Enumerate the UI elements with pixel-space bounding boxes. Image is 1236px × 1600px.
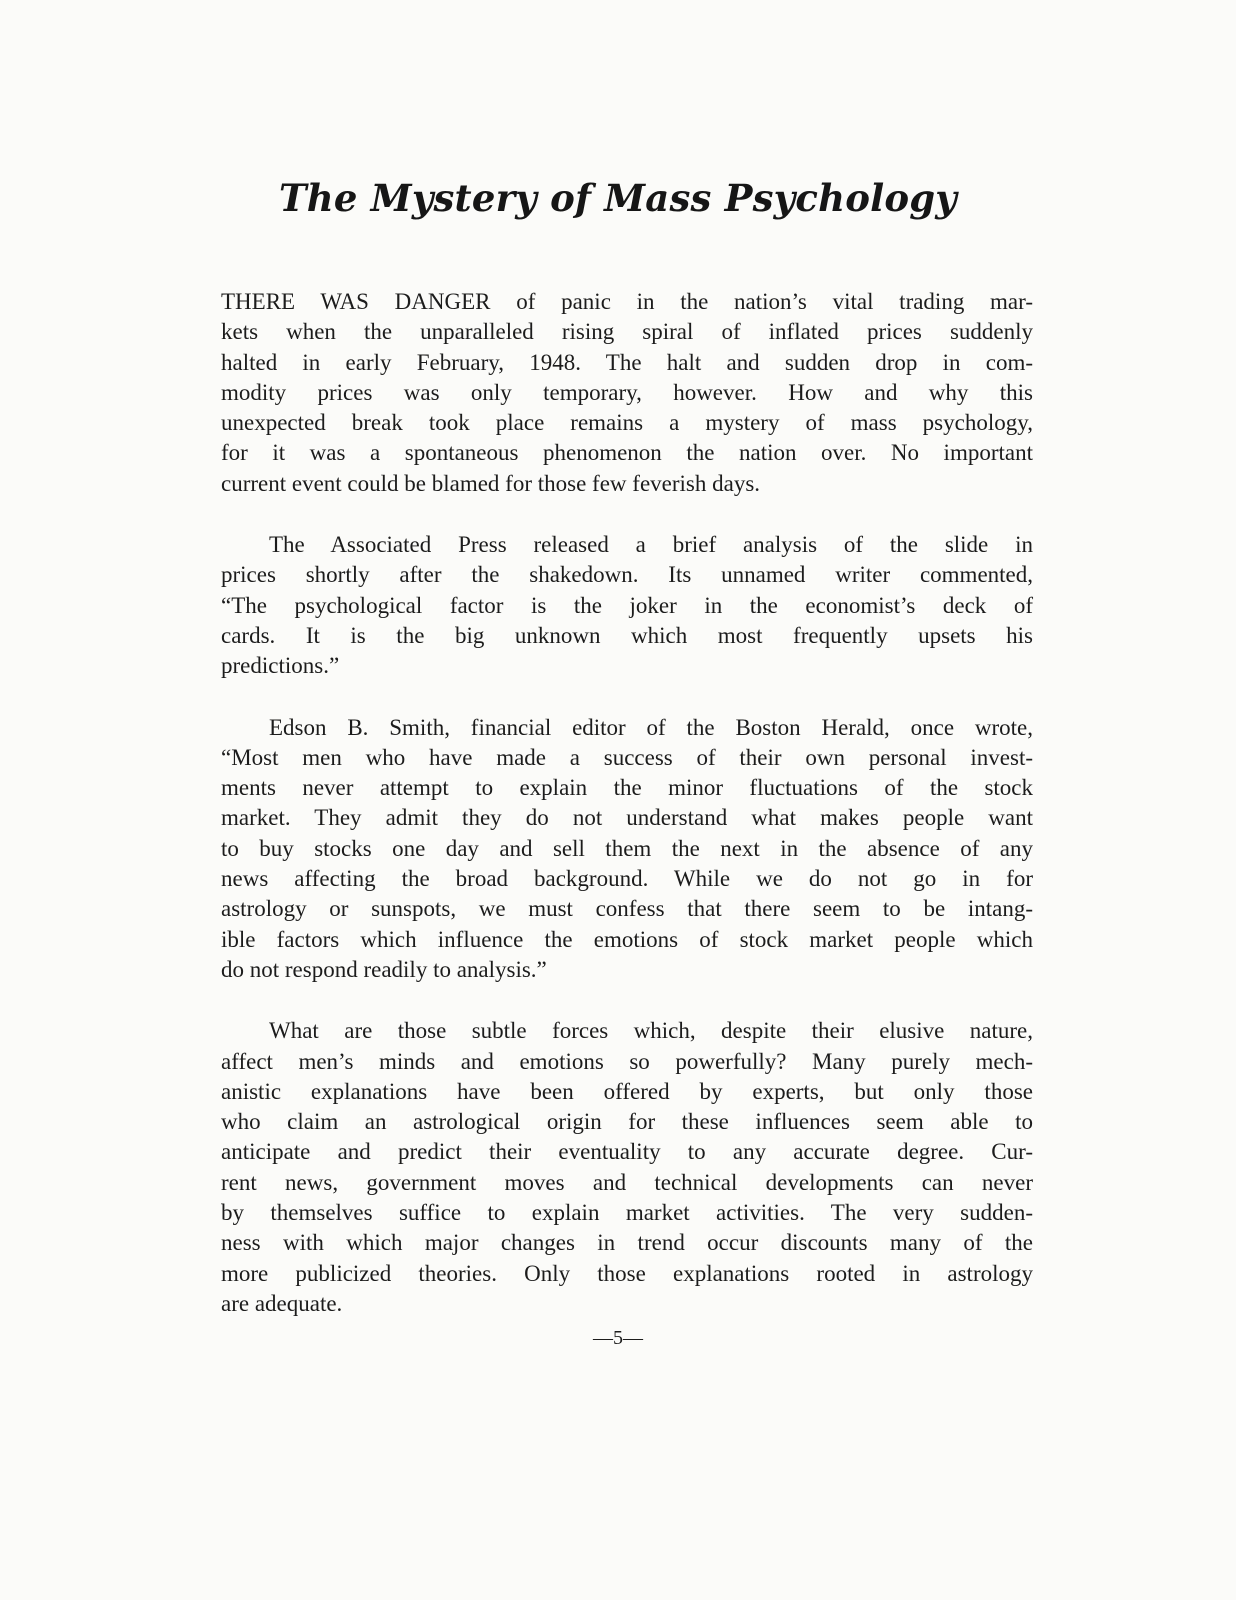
text-line: are adequate.	[221, 1290, 343, 1316]
text-line: “The psychological factor is the joker in the economist’s deck of	[221, 592, 1033, 618]
paragraph-3	[221, 713, 1033, 986]
text-line: ments never attempt to explain the minor fluctuations of the stock	[221, 775, 1033, 801]
text-line: by themselves suffice to explain market activities. The very sudden-	[221, 1200, 1033, 1226]
text-line: cards. It is the big unknown which most frequently upsets his	[221, 622, 1033, 648]
text-line: prices shortly after the shakedown. Its unnamed writer commented,	[221, 562, 1033, 588]
text-line: for it was a spontaneous phenomenon the nation over. No important	[221, 440, 1033, 466]
text-line: do not respond readily to analysis.”	[221, 956, 547, 982]
text-line: anistic explanations have been offered by experts, but only those	[221, 1078, 1033, 1104]
page-title: The Mystery of Mass Psychology	[279, 176, 957, 220]
text-line: unexpected break took place remains a mystery of mass psychology,	[221, 410, 1033, 436]
text-line: who claim an astrological origin for these influences seem able to	[221, 1109, 1033, 1135]
text-line: astrology or sunspots, we must confess that there seem to be intang-	[221, 896, 1033, 922]
paragraph-4	[221, 1016, 1033, 1319]
text-line: “Most men who have made a success of their own personal invest-	[221, 744, 1033, 770]
text-line: Edson B. Smith, financial editor of the Boston Herald, once wrote,	[269, 714, 1033, 740]
paragraph-2	[221, 530, 1033, 681]
paragraph-1	[221, 287, 1033, 499]
article-body	[221, 287, 1033, 1319]
text-line: kets when the unparalleled rising spiral of inflated prices suddenly	[221, 319, 1033, 345]
text-line: anticipate and predict their eventuality to any accurate degree. Cur-	[221, 1139, 1033, 1165]
text-line: rent news, government moves and technical developments can never	[221, 1169, 1033, 1195]
text-line: news affecting the broad background. While we do not go in for	[221, 866, 1033, 892]
text-line: current event could be blamed for those few feverish days.	[221, 470, 761, 496]
text-line: affect men’s minds and emotions so powerfully? Many purely mech-	[221, 1048, 1033, 1074]
text-line: more publicized theories. Only those explanations rooted in astrology	[221, 1260, 1033, 1286]
text-line: ness with which major changes in trend occur discounts many of the	[221, 1230, 1033, 1256]
text-line: predictions.”	[221, 653, 340, 679]
text-line: modity prices was only temporary, however. How and why this	[221, 379, 1033, 405]
text-line: to buy stocks one day and sell them the next in the absence of any	[221, 835, 1033, 861]
text-line: THERE WAS DANGER of panic in the nation’s vital trading mar-	[221, 289, 1033, 314]
text-line: The Associated Press released a brief analysis of the slide in	[269, 532, 1033, 558]
text-line: What are those subtle forces which, despite their elusive nature,	[269, 1018, 1033, 1044]
text-line: halted in early February, 1948. The halt and sudden drop in com-	[221, 349, 1033, 375]
text-line: market. They admit they do not understand what makes people want	[221, 805, 1033, 831]
page-number: —5—	[593, 1327, 643, 1349]
text-line: ible factors which influence the emotions of stock market people which	[221, 926, 1033, 952]
